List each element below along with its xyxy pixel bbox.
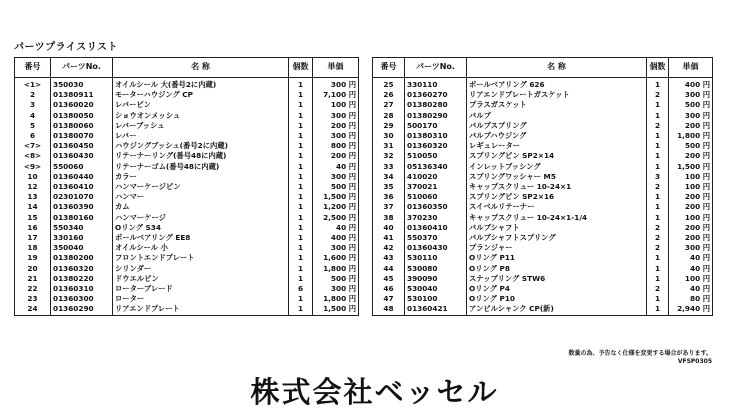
row-name: Oリング P8 xyxy=(467,264,647,274)
table-row xyxy=(15,294,359,304)
table-row xyxy=(15,90,359,100)
table-row xyxy=(15,213,359,223)
row-price: 100 円 xyxy=(313,100,359,110)
row-no: 2 xyxy=(15,90,51,100)
row-qty: 1 xyxy=(289,172,313,182)
row-price: 1,800 円 xyxy=(313,264,359,274)
row-qty: 2 xyxy=(647,182,669,192)
table-row xyxy=(373,213,713,223)
table-row xyxy=(373,90,713,100)
row-qty: 3 xyxy=(647,172,669,182)
row-price: 300 円 xyxy=(313,131,359,141)
row-price: 200 円 xyxy=(669,202,713,212)
row-no: 33 xyxy=(373,162,405,172)
row-name: スプリングワッシャー M5 xyxy=(467,172,647,182)
row-no: 25 xyxy=(373,78,405,91)
row-name: バルブ xyxy=(467,111,647,121)
table-row xyxy=(373,233,713,243)
row-name: インレットブッシング xyxy=(467,162,647,172)
row-name: ハンマーケージ xyxy=(113,213,289,223)
table-row xyxy=(373,151,713,161)
parts-table-right xyxy=(372,57,713,316)
row-no: <9> xyxy=(15,162,51,172)
table-row xyxy=(373,243,713,253)
row-price: 1,600 円 xyxy=(313,253,359,263)
header-price: 単価 xyxy=(313,58,359,78)
row-no: 23 xyxy=(15,294,51,304)
row-part-no: 510050 xyxy=(405,151,467,161)
row-part-no: 01380911 xyxy=(51,90,113,100)
header-qty: 個数 xyxy=(289,58,313,78)
row-no: 10 xyxy=(15,172,51,182)
row-price: 400 円 xyxy=(313,233,359,243)
row-qty: 1 xyxy=(289,90,313,100)
row-price: 200 円 xyxy=(669,151,713,161)
row-qty: 1 xyxy=(289,192,313,202)
row-part-no: 01360320 xyxy=(51,264,113,274)
row-no: 37 xyxy=(373,202,405,212)
row-qty: 2 xyxy=(647,284,669,294)
table-row xyxy=(15,284,359,294)
row-part-no: 01360390 xyxy=(51,202,113,212)
row-no: 46 xyxy=(373,284,405,294)
row-part-no: 550340 xyxy=(51,223,113,233)
row-qty: 1 xyxy=(289,253,313,263)
row-part-no: 01380060 xyxy=(51,121,113,131)
table-row xyxy=(15,304,359,315)
row-qty: 1 xyxy=(289,202,313,212)
row-no: 15 xyxy=(15,213,51,223)
row-qty: 1 xyxy=(647,192,669,202)
row-no: 31 xyxy=(373,141,405,151)
row-qty: 1 xyxy=(289,274,313,284)
row-no: 35 xyxy=(373,182,405,192)
row-price: 100 円 xyxy=(669,274,713,284)
row-price: 100 円 xyxy=(669,213,713,223)
row-price: 200 円 xyxy=(313,121,359,131)
row-name: ハウジングブッシュ(番号2に内蔵) xyxy=(113,141,289,151)
table-row xyxy=(15,264,359,274)
row-no: 17 xyxy=(15,233,51,243)
row-price: 300 円 xyxy=(313,284,359,294)
row-qty: 1 xyxy=(289,131,313,141)
table-row xyxy=(15,151,359,161)
row-no: 26 xyxy=(373,90,405,100)
row-name: シリンダー xyxy=(113,264,289,274)
row-name: バルブシャフトスプリング xyxy=(467,233,647,243)
row-no: 34 xyxy=(373,172,405,182)
table-row xyxy=(15,172,359,182)
row-name: スナップリング STW6 xyxy=(467,274,647,284)
row-part-no: 01380050 xyxy=(51,111,113,121)
row-part-no: 01360290 xyxy=(51,304,113,315)
row-name: フロントエンドプレート xyxy=(113,253,289,263)
row-name: カム xyxy=(113,202,289,212)
row-name: レバーブッシュ xyxy=(113,121,289,131)
table-row xyxy=(15,192,359,202)
row-price: 300 円 xyxy=(313,78,359,91)
table-row xyxy=(373,284,713,294)
table-row xyxy=(373,182,713,192)
row-qty: 1 xyxy=(289,151,313,161)
row-name: レバー xyxy=(113,131,289,141)
row-price: 800 円 xyxy=(313,141,359,151)
row-part-no: 530100 xyxy=(405,294,467,304)
row-qty: 1 xyxy=(647,100,669,110)
table-row xyxy=(15,233,359,243)
row-name: アンビルシャンク CP(新) xyxy=(467,304,647,315)
table-row xyxy=(373,172,713,182)
row-part-no: 01360350 xyxy=(405,202,467,212)
row-name: プランジャー xyxy=(467,243,647,253)
row-name: リアエンドプレートガスケット xyxy=(467,90,647,100)
row-part-no: 350040 xyxy=(51,243,113,253)
row-qty: 1 xyxy=(647,213,669,223)
row-name: リテーナーリング(番号48に内蔵) xyxy=(113,151,289,161)
row-part-no: 01380310 xyxy=(405,131,467,141)
row-no: 5 xyxy=(15,121,51,131)
row-qty: 1 xyxy=(647,304,669,315)
row-no: 20 xyxy=(15,264,51,274)
row-no: 13 xyxy=(15,192,51,202)
table-row xyxy=(15,182,359,192)
header-name: 名 称 xyxy=(467,58,647,78)
notes xyxy=(372,350,712,365)
row-qty: 1 xyxy=(647,294,669,304)
row-no: 16 xyxy=(15,223,51,233)
row-price: 1,200 円 xyxy=(313,202,359,212)
row-name: Oリング S34 xyxy=(113,223,289,233)
row-no: <1> xyxy=(15,78,51,91)
row-part-no: 01380070 xyxy=(51,131,113,141)
parts-table-left-body xyxy=(15,78,359,316)
row-name: スプリングピン SP2×14 xyxy=(467,151,647,161)
table-row xyxy=(15,202,359,212)
table-row xyxy=(373,192,713,202)
row-price: 1,800 円 xyxy=(313,294,359,304)
table-row xyxy=(15,100,359,110)
table-row xyxy=(373,141,713,151)
company-name: 株式会社ベッセル xyxy=(250,375,499,409)
table-row xyxy=(15,274,359,284)
table-row xyxy=(15,243,359,253)
row-qty: 1 xyxy=(289,100,313,110)
row-part-no: 01360410 xyxy=(51,182,113,192)
row-name: ローター xyxy=(113,294,289,304)
row-qty: 1 xyxy=(289,111,313,121)
table-row xyxy=(15,111,359,121)
row-qty: 1 xyxy=(289,223,313,233)
row-name: レギュレーター xyxy=(467,141,647,151)
row-price: 300 円 xyxy=(669,111,713,121)
row-part-no: 01360430 xyxy=(405,243,467,253)
row-price: 1,800 円 xyxy=(669,131,713,141)
row-qty: 1 xyxy=(289,78,313,91)
row-name: バルブハウジング xyxy=(467,131,647,141)
row-no: 32 xyxy=(373,151,405,161)
row-price: 300 円 xyxy=(313,172,359,182)
header-name: 名 称 xyxy=(113,58,289,78)
row-name: ドウエルピン xyxy=(113,274,289,284)
row-part-no: 530040 xyxy=(405,284,467,294)
row-part-no: 550060 xyxy=(51,162,113,172)
row-price: 80 円 xyxy=(669,294,713,304)
row-part-no: 01360410 xyxy=(405,223,467,233)
row-qty: 1 xyxy=(289,233,313,243)
row-name: ローターブレード xyxy=(113,284,289,294)
row-no: 38 xyxy=(373,213,405,223)
row-part-no: 01360270 xyxy=(405,90,467,100)
row-qty: 1 xyxy=(289,141,313,151)
table-row xyxy=(15,162,359,172)
row-part-no: 370021 xyxy=(405,182,467,192)
row-name: スイベルリテーナー xyxy=(467,202,647,212)
table-row xyxy=(373,264,713,274)
row-no: 21 xyxy=(15,274,51,284)
table-header-row xyxy=(15,58,359,78)
row-qty: 1 xyxy=(289,243,313,253)
row-name: Oリング P4 xyxy=(467,284,647,294)
row-price: 100 円 xyxy=(669,172,713,182)
row-price: 40 円 xyxy=(669,253,713,263)
row-name: ボールベアリング EE8 xyxy=(113,233,289,243)
price-note: 数量の為、予告なく仕様を変更する場合があります。 xyxy=(568,350,712,357)
row-part-no: 01380280 xyxy=(405,100,467,110)
row-part-no: 01360300 xyxy=(51,294,113,304)
table-row xyxy=(373,78,713,91)
table-row xyxy=(15,223,359,233)
row-part-no: 01380200 xyxy=(51,253,113,263)
row-qty: 1 xyxy=(647,111,669,121)
row-no: 45 xyxy=(373,274,405,284)
table-row xyxy=(373,304,713,315)
row-price: 200 円 xyxy=(669,233,713,243)
row-qty: 1 xyxy=(647,151,669,161)
row-part-no: 550370 xyxy=(405,233,467,243)
row-name: スプリングピン SP2×16 xyxy=(467,192,647,202)
row-part-no: 01360430 xyxy=(51,151,113,161)
row-qty: 2 xyxy=(647,233,669,243)
table-row xyxy=(15,141,359,151)
table-row xyxy=(373,162,713,172)
row-part-no: 530080 xyxy=(405,264,467,274)
row-qty: 1 xyxy=(647,141,669,151)
row-price: 500 円 xyxy=(313,182,359,192)
table-row xyxy=(373,294,713,304)
parts-table-right-body xyxy=(373,78,713,316)
row-price: 300 円 xyxy=(313,243,359,253)
row-part-no: 01360440 xyxy=(51,172,113,182)
row-part-no: 01380160 xyxy=(51,213,113,223)
parts-table-left xyxy=(14,57,359,316)
header-qty: 個数 xyxy=(647,58,669,78)
row-name: Oリング P11 xyxy=(467,253,647,263)
row-qty: 1 xyxy=(289,304,313,315)
row-qty: 1 xyxy=(289,182,313,192)
header-no: 番号 xyxy=(15,58,51,78)
row-name: オイルシール 小 xyxy=(113,243,289,253)
row-no: 19 xyxy=(15,253,51,263)
row-no: <8> xyxy=(15,151,51,161)
row-no: 18 xyxy=(15,243,51,253)
row-name: オイルシール 大(番号2に内蔵) xyxy=(113,78,289,91)
row-qty: 1 xyxy=(289,121,313,131)
row-no: 47 xyxy=(373,294,405,304)
row-qty: 1 xyxy=(289,264,313,274)
row-qty: 1 xyxy=(289,213,313,223)
row-part-no: 01360310 xyxy=(51,284,113,294)
row-no: 42 xyxy=(373,243,405,253)
row-no: 36 xyxy=(373,192,405,202)
row-part-no: 390090 xyxy=(405,274,467,284)
row-price: 300 円 xyxy=(669,243,713,253)
row-price: 300 円 xyxy=(313,111,359,121)
row-no: 24 xyxy=(15,304,51,315)
row-qty: 1 xyxy=(289,162,313,172)
table-row xyxy=(373,121,713,131)
row-part-no: 01380290 xyxy=(405,111,467,121)
row-part-no: 01360320 xyxy=(405,141,467,151)
row-part-no: 370230 xyxy=(405,213,467,223)
table-header-row xyxy=(373,58,713,78)
row-name: ハンマーケージピン xyxy=(113,182,289,192)
row-part-no: 330160 xyxy=(51,233,113,243)
row-part-no: 350030 xyxy=(51,78,113,91)
row-name: リアエンドプレート xyxy=(113,304,289,315)
table-row xyxy=(15,121,359,131)
row-name: カラー xyxy=(113,172,289,182)
row-no: 6 xyxy=(15,131,51,141)
row-name: プラスガスケット xyxy=(467,100,647,110)
row-price: 200 円 xyxy=(669,223,713,233)
row-part-no: 330110 xyxy=(405,78,467,91)
row-part-no: 01360450 xyxy=(51,141,113,151)
header-no: 番号 xyxy=(373,58,405,78)
row-part-no: 05136340 xyxy=(405,162,467,172)
row-price: 40 円 xyxy=(669,264,713,274)
row-no: 3 xyxy=(15,100,51,110)
row-part-no: 01380220 xyxy=(51,274,113,284)
row-price: 100 円 xyxy=(669,182,713,192)
table-row xyxy=(15,131,359,141)
row-part-no: 500170 xyxy=(405,121,467,131)
row-name: バルブスプリング xyxy=(467,121,647,131)
row-price: 2,940 円 xyxy=(669,304,713,315)
row-no: 29 xyxy=(373,121,405,131)
row-qty: 1 xyxy=(647,131,669,141)
row-price: 200 円 xyxy=(669,192,713,202)
row-price: 200 円 xyxy=(669,121,713,131)
row-name: ショウオンメッシュ xyxy=(113,111,289,121)
row-no: <7> xyxy=(15,141,51,151)
row-price: 1,500 円 xyxy=(313,192,359,202)
row-qty: 2 xyxy=(647,121,669,131)
row-qty: 1 xyxy=(647,253,669,263)
table-row xyxy=(373,223,713,233)
row-price: 40 円 xyxy=(313,223,359,233)
page-title: パーツプライスリスト xyxy=(14,42,118,53)
row-no: 30 xyxy=(373,131,405,141)
row-name: モーターハウジング CP xyxy=(113,90,289,100)
row-no: 43 xyxy=(373,253,405,263)
row-name: バルブシャフト xyxy=(467,223,647,233)
row-name: キャップスクリュー 10-24×1-1/4 xyxy=(467,213,647,223)
row-no: 40 xyxy=(373,223,405,233)
row-qty: 6 xyxy=(289,284,313,294)
table-row xyxy=(15,78,359,91)
document-code: VFSP0305 xyxy=(677,357,712,365)
row-name: キャップスクリュー 10-24×1 xyxy=(467,182,647,192)
header-part-no: パーツNo. xyxy=(405,58,467,78)
row-part-no: 410020 xyxy=(405,172,467,182)
row-name: ボールベアリング 626 xyxy=(467,78,647,91)
table-row xyxy=(373,274,713,284)
row-qty: 2 xyxy=(647,90,669,100)
row-price: 2,500 円 xyxy=(313,213,359,223)
row-price: 300 円 xyxy=(669,90,713,100)
row-qty: 1 xyxy=(647,264,669,274)
row-name: レバーピン xyxy=(113,100,289,110)
row-qty: 1 xyxy=(647,162,669,172)
row-qty: 2 xyxy=(647,243,669,253)
row-no: 4 xyxy=(15,111,51,121)
row-name: リテーナーゴム(番号48に内蔵) xyxy=(113,162,289,172)
table-row xyxy=(373,111,713,121)
row-price: 7,100 円 xyxy=(313,90,359,100)
row-price: 500 円 xyxy=(669,141,713,151)
row-price: 400 円 xyxy=(669,78,713,91)
row-no: 22 xyxy=(15,284,51,294)
row-qty: 1 xyxy=(647,202,669,212)
row-price: 1,500 円 xyxy=(669,162,713,172)
row-name: Oリング P10 xyxy=(467,294,647,304)
row-part-no: 02301070 xyxy=(51,192,113,202)
row-price: 40 円 xyxy=(313,162,359,172)
table-row xyxy=(373,202,713,212)
row-price: 200 円 xyxy=(313,151,359,161)
row-no: 27 xyxy=(373,100,405,110)
row-part-no: 510060 xyxy=(405,192,467,202)
row-no: 44 xyxy=(373,264,405,274)
table-row xyxy=(15,253,359,263)
row-part-no: 01360020 xyxy=(51,100,113,110)
row-no: 48 xyxy=(373,304,405,315)
table-row xyxy=(373,100,713,110)
row-price: 500 円 xyxy=(313,274,359,284)
row-price: 40 円 xyxy=(669,284,713,294)
row-part-no: 01360421 xyxy=(405,304,467,315)
row-qty: 2 xyxy=(647,223,669,233)
row-qty: 1 xyxy=(289,294,313,304)
row-no: 41 xyxy=(373,233,405,243)
row-no: 28 xyxy=(373,111,405,121)
row-no: 12 xyxy=(15,182,51,192)
table-row xyxy=(373,131,713,141)
row-no: 14 xyxy=(15,202,51,212)
header-price: 単価 xyxy=(669,58,713,78)
row-price: 500 円 xyxy=(669,100,713,110)
table-row xyxy=(373,253,713,263)
row-name: ハンマー xyxy=(113,192,289,202)
row-qty: 1 xyxy=(647,274,669,284)
row-price: 1,500 円 xyxy=(313,304,359,315)
header-part-no: パーツNo. xyxy=(51,58,113,78)
row-qty: 1 xyxy=(647,78,669,91)
row-part-no: 530110 xyxy=(405,253,467,263)
